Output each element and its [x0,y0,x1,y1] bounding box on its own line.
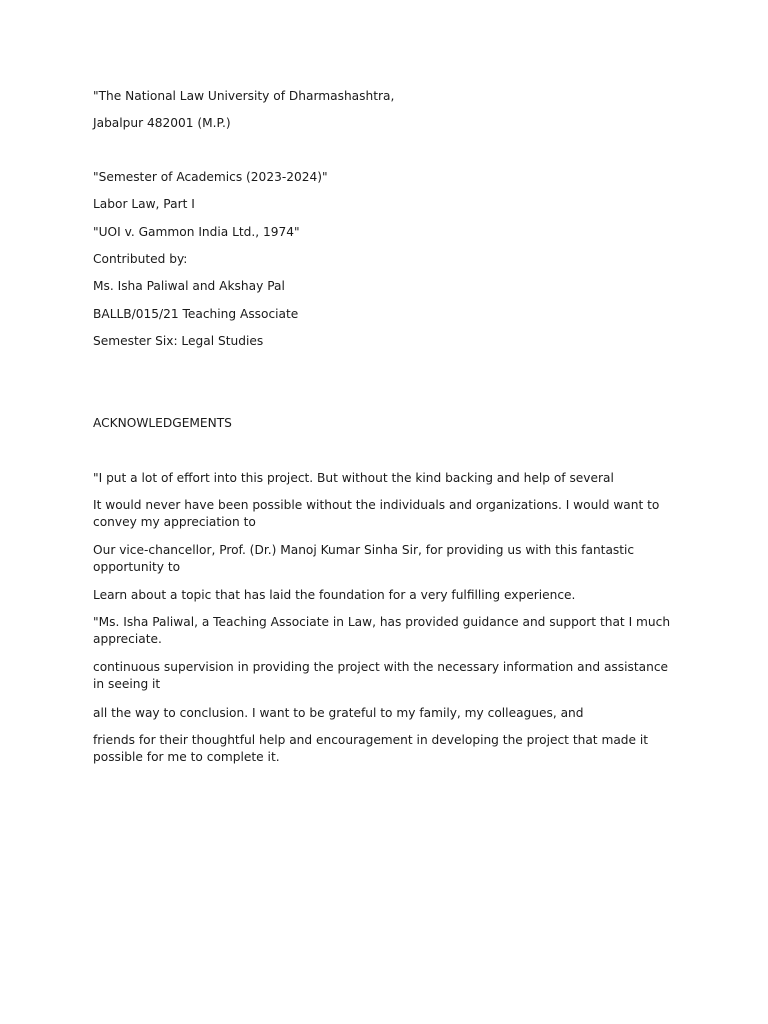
ack-paragraph: friends for their thoughtful help and encouragement in developing the project that made it possible for me to complete it. [93,733,649,764]
roll-number: BALLB/015/21 Teaching Associate [93,307,299,321]
semester-line: Semester Six: Legal Studies [93,334,264,348]
ack-paragraph: Our vice-chancellor, Prof. (Dr.) Manoj Kumar Sinha Sir, for providing us with this fantastic opportunity to [93,543,635,574]
ack-paragraph: "Ms. Isha Paliwal, a Teaching Associate in Law, has provided guidance and support that I much appreciate. [93,615,671,646]
ack-paragraph: continuous supervision in providing the project with the necessary information and assistance in seeing it [93,660,669,691]
subject-title: Labor Law, Part I [93,197,195,211]
contributed-by-label: Contributed by: [93,252,188,266]
ack-paragraph: Learn about a topic that has laid the foundation for a very fulfilling experience. [93,588,576,602]
university-name: "The National Law University of Dharmashashtra, [93,89,395,103]
university-address: Jabalpur 482001 (M.P.) [93,116,231,130]
ack-paragraph: "I put a lot of effort into this project. But without the kind backing and help of several [93,471,614,485]
case-title: "UOI v. Gammon India Ltd., 1974" [93,225,300,239]
acknowledgements-heading: ACKNOWLEDGEMENTS [93,416,232,430]
contributors: Ms. Isha Paliwal and Akshay Pal [93,279,285,293]
semester-title: "Semester of Academics (2023-2024)" [93,170,328,184]
ack-paragraph: It would never have been possible without the individuals and organizations. I would want to convey my appreciation to [93,498,660,529]
ack-paragraph: all the way to conclusion. I want to be grateful to my family, my colleagues, and [93,706,584,720]
